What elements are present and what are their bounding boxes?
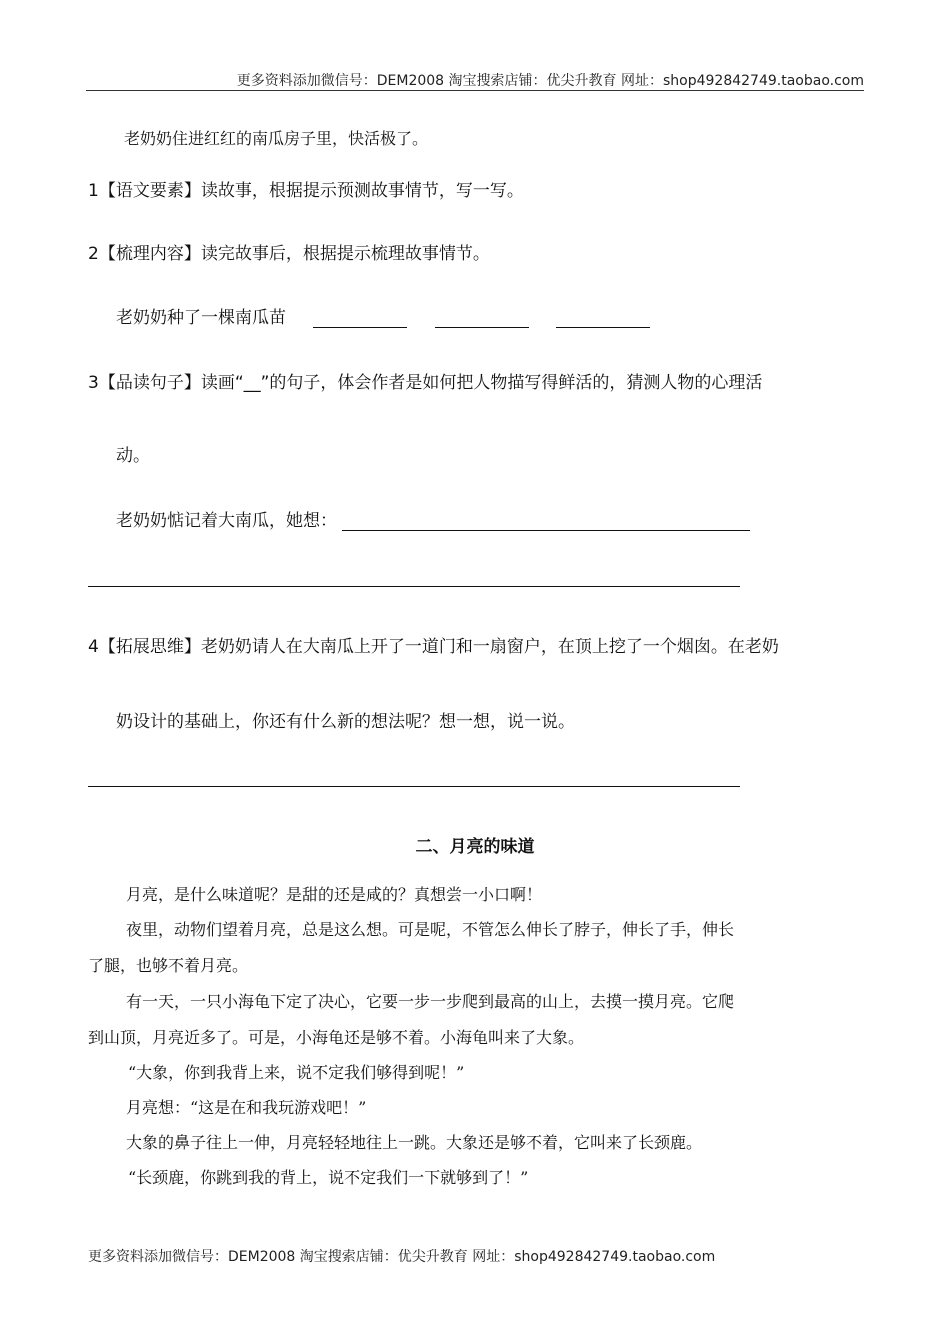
story-line-5: 到山顶，月亮近多了。可是，小海龟还是够不着。小海龟叫来了大象。 — [88, 1028, 585, 1047]
header-divider — [86, 90, 864, 91]
question-2: 2【梳理内容】读完故事后，根据提示梳理故事情节。 — [88, 244, 490, 264]
question-4-continued: 奶设计的基础上，你还有什么新的想法呢？想一想，说一说。 — [116, 712, 575, 732]
story-line-9: “长颈鹿，你跳到我的背上，说不定我们一下就够到了！” — [128, 1168, 529, 1187]
q2-blank-2[interactable] — [435, 309, 529, 328]
question-4: 4【拓展思维】老奶奶请人在大南瓜上开了一道门和一扇窗户，在顶上挖了一个烟囱。在老奶 — [88, 637, 779, 657]
q2-prompt: 老奶奶种了一棵南瓜苗 — [116, 308, 286, 328]
story-line-4: 有一天，一只小海龟下定了决心，它要一步一步爬到最高的山上，去摸一摸月亮。它爬 — [126, 992, 735, 1011]
page-header: 更多资料添加微信号：DEM2008 淘宝搜索店铺：优尖升教育 网址：shop492842749.taobao.com — [236, 73, 864, 89]
question-1: 1【语文要素】读故事，根据提示预测故事情节，写一写。 — [88, 181, 524, 201]
q3-blank[interactable] — [342, 512, 750, 531]
q2-answer-row — [116, 303, 650, 328]
q4-answer-line[interactable] — [88, 786, 740, 787]
story-line-3: 了腿，也够不着月亮。 — [88, 956, 249, 975]
story-line-6: “大象，你到我背上来，说不定我们够得到呢！” — [128, 1063, 465, 1082]
section-title: 二、月亮的味道 — [415, 837, 535, 857]
q2-blank-3[interactable] — [556, 309, 650, 328]
story-line-8: 大象的鼻子往上一伸，月亮轻轻地往上一跳。大象还是够不着，它叫来了长颈鹿。 — [126, 1133, 703, 1152]
page-footer: 更多资料添加微信号：DEM2008 淘宝搜索店铺：优尖升教育 网址：shop492842749.taobao.com — [88, 1249, 716, 1265]
q3-answer-row — [116, 506, 750, 531]
q3-prompt: 老奶奶惦记着大南瓜，她想： — [116, 511, 337, 531]
q2-blank-1[interactable] — [313, 309, 407, 328]
question-3: 3【品读句子】读画“__”的句子，体会作者是如何把人物描写得鲜活的，猜测人物的心理活 — [88, 373, 763, 393]
story-line-1: 月亮，是什么味道呢？是甜的还是咸的？真想尝一小口啊！ — [126, 885, 543, 904]
q3-answer-line[interactable] — [88, 586, 740, 587]
story-line-2: 夜里，动物们望着月亮，总是这么想。可是呢，不管怎么伸长了脖子，伸长了手，伸长 — [126, 920, 735, 939]
question-3-continued: 动。 — [116, 446, 150, 466]
intro-line: 老奶奶住进红红的南瓜房子里，快活极了。 — [124, 129, 429, 148]
story-line-7: 月亮想：“这是在和我玩游戏吧！” — [126, 1098, 367, 1117]
